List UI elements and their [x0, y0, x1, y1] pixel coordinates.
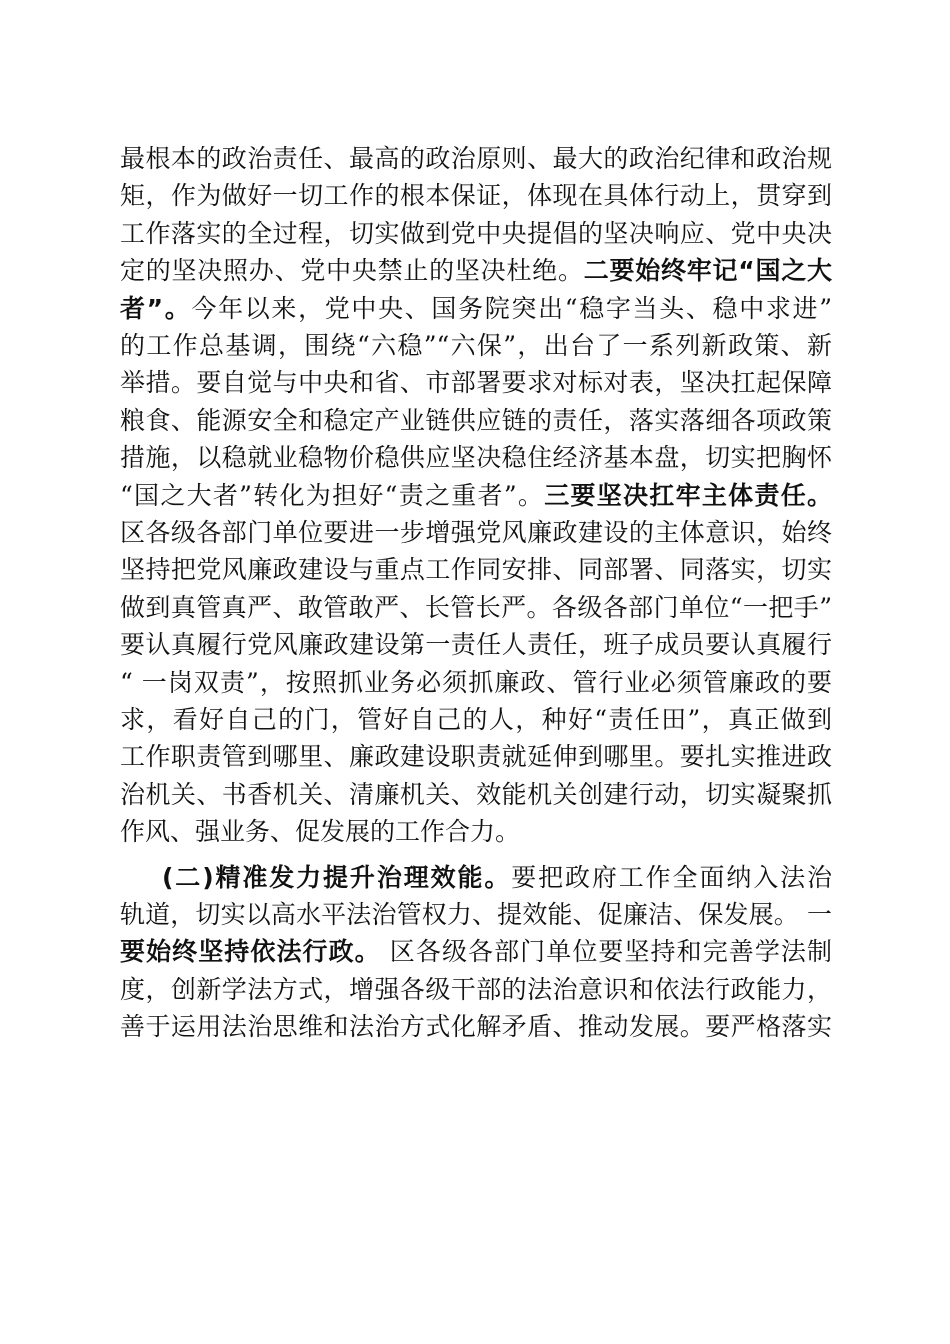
text-line — [120, 664, 832, 702]
body-text: 区各级各部门单位要进一步增强党风廉政建设的主体意识，始终 — [120, 518, 832, 547]
document-body — [120, 140, 832, 1054]
body-text: “国之大者”转化为担好“责之重者”。 — [120, 480, 545, 510]
body-text: 坚持把党风廉政建设与重点工作同安排、同部署、同落实，切实 — [120, 555, 832, 585]
text-line — [120, 1008, 832, 1046]
text-line — [120, 177, 832, 215]
bold-heading-text: 者”。 — [120, 293, 192, 323]
text-line — [120, 738, 832, 776]
text-line — [120, 477, 832, 515]
body-text: 工作落实的全过程，切实做到党中央提倡的坚决响应、党中央决 — [120, 218, 832, 248]
body-text: 区各级各部门单位要坚持和完善学法制 — [380, 937, 832, 967]
body-text: 定的坚决照办、党中央禁止的坚决杜绝。 — [120, 256, 584, 286]
text-line — [120, 701, 832, 739]
body-text: 求，看好自己的门，管好自己的人，种好“责任田”，真正做到 — [120, 705, 832, 734]
body-text: 治机关、书香机关、清廉机关、效能机关创建行动，切实凝聚抓 — [120, 779, 832, 809]
bold-heading-text: 二要始终牢记“国之大 — [583, 256, 832, 286]
body-text: 轨道，切实以高水平法治管权力、提效能、促廉洁、保发展。 一 — [120, 900, 832, 929]
text-line — [120, 776, 832, 814]
body-text: 做到真管真严、敢管敢严、长管长严。各级各部门单位“一把手” — [120, 592, 832, 622]
body-text: 作风、强业务、促发展的工作合力。 — [120, 817, 521, 847]
bold-heading-text: 要始终坚持依法行政。 — [120, 937, 381, 967]
text-line — [120, 589, 832, 627]
text-line — [120, 215, 832, 253]
text-line — [120, 971, 832, 1009]
text-line — [120, 514, 832, 552]
body-text: 的工作总基调，围绕“六稳”“六保”，出台了一系列新政策、新 — [120, 331, 832, 360]
text-line — [120, 439, 832, 477]
body-text: 矩，作为做好一切工作的根本保证，体现在具体行动上，贯穿到 — [120, 181, 832, 211]
text-line — [120, 402, 832, 440]
body-text: “ 一岗双责”，按照抓业务必须抓廉政、管行业必须管廉政的要 — [120, 667, 832, 697]
body-text: 善于运用法治思维和法治方式化解矛盾、推动发展。要严格落实 — [120, 1012, 832, 1042]
text-line — [120, 290, 832, 328]
body-text: 要把政府工作全面纳入法治 — [511, 862, 832, 892]
text-line — [120, 626, 832, 664]
body-text: 度，创新学法方式，增强各级干部的法治意识和依法行政能力， — [120, 974, 832, 1004]
body-text: 粮食、能源安全和稳定产业链供应链的责任，落实落细各项政策 — [120, 405, 832, 435]
body-text: 举措。要自觉与中央和省、市部署要求对标对表，坚决扛起保障 — [120, 368, 832, 398]
text-line — [120, 896, 832, 934]
body-text: 要认真履行党风廉政建设第一责任人责任，班子成员要认真履行 — [120, 630, 832, 660]
body-text: 工作职责管到哪里、廉政建设职责就延伸到哪里。要扎实推进政 — [120, 742, 832, 772]
text-line — [120, 933, 832, 971]
text-line — [120, 813, 832, 851]
text-line — [120, 551, 832, 589]
text-line — [120, 140, 832, 178]
body-text: 今年以来，党中央、国务院突出“稳字当头、稳中求进” — [191, 293, 832, 323]
text-line — [120, 327, 832, 365]
text-line — [120, 364, 832, 402]
bold-heading-text: 三要坚决扛牢主体责任。 — [544, 480, 832, 510]
text-line — [120, 252, 832, 290]
body-text: 最根本的政治责任、最高的政治原则、最大的政治纪律和政治规 — [120, 144, 832, 173]
body-text: 措施，以稳就业稳物价稳供应坚决稳住经济基本盘，切实把胸怀 — [120, 443, 832, 473]
text-line — [120, 859, 832, 897]
bold-heading-text: (二)精准发力提升治理效能。 — [162, 862, 512, 892]
